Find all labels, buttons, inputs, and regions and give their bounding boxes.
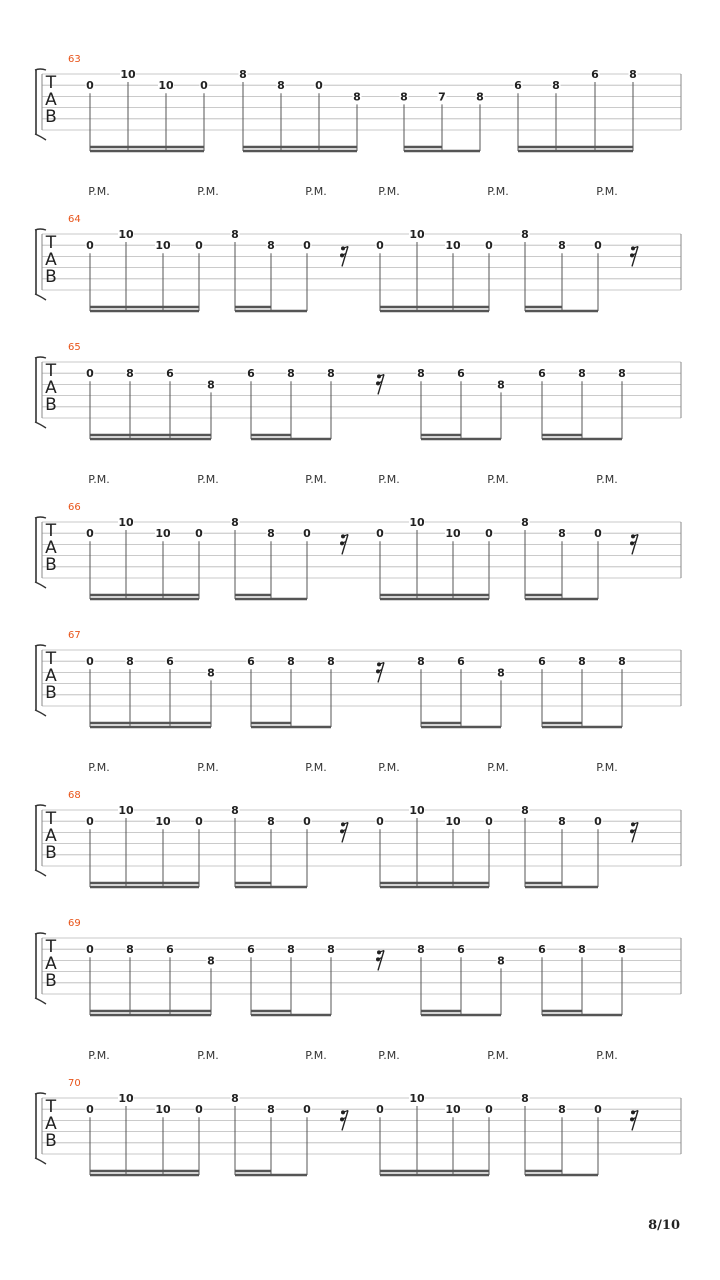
fret-number: 0: [594, 239, 602, 253]
tab-clef-letter: B: [45, 971, 57, 991]
tab-clef-letter: B: [45, 267, 57, 287]
tab-clef-letter: A: [45, 954, 57, 974]
palm-mute-label: P.M.: [197, 761, 219, 774]
palm-mute-label: P.M.: [197, 1049, 219, 1062]
fret-number: 6: [166, 655, 174, 669]
tab-clef-letter: T: [45, 937, 57, 957]
fret-number: 0: [485, 1103, 493, 1117]
fret-number: 6: [166, 367, 174, 381]
fret-number: 8: [417, 943, 425, 957]
tab-clef-letter: A: [45, 826, 57, 846]
tab-system: [35, 342, 681, 439]
tab-system: [35, 761, 681, 887]
fret-number: 8: [231, 1092, 239, 1105]
palm-mute-label: P.M.: [596, 1049, 618, 1062]
fret-number: 8: [618, 943, 626, 957]
fret-number: 8: [476, 90, 484, 104]
palm-mute-label: P.M.: [596, 761, 618, 774]
fret-number: 8: [578, 943, 586, 957]
fret-number: 0: [195, 527, 203, 541]
fret-number: 8: [327, 943, 335, 957]
measure-number: 69: [68, 918, 81, 929]
palm-mute-label: P.M.: [596, 473, 618, 486]
fret-number: 8: [618, 655, 626, 669]
fret-number: 6: [538, 943, 546, 957]
fret-number: 0: [195, 1103, 203, 1117]
fret-number: 8: [417, 655, 425, 669]
palm-mute-label: P.M.: [305, 473, 327, 486]
bracket-bottom-hook: [35, 998, 46, 1004]
fret-number: 0: [86, 527, 94, 541]
tab-clef-letter: B: [45, 107, 57, 127]
measure-number: 66: [68, 502, 81, 513]
tab-clef-letter: T: [45, 809, 57, 829]
fret-number: 10: [409, 228, 425, 241]
fret-number: 0: [303, 527, 311, 541]
fret-number: 0: [594, 815, 602, 829]
fret-number: 10: [445, 527, 461, 541]
tab-clef-letter: B: [45, 843, 57, 863]
fret-number: 0: [594, 527, 602, 541]
fret-number: 8: [558, 527, 566, 541]
palm-mute-label: P.M.: [305, 1049, 327, 1062]
bracket-bottom-hook: [35, 422, 46, 428]
fret-number: 10: [409, 516, 425, 529]
fret-number: 10: [155, 815, 171, 829]
bracket-bottom-hook: [35, 294, 46, 300]
tab-clef-letter: B: [45, 555, 57, 575]
fret-number: 10: [118, 516, 134, 529]
palm-mute-label: P.M.: [487, 185, 509, 198]
measure-number: 64: [68, 214, 81, 225]
fret-number: 7: [438, 90, 446, 104]
tab-clef-letter: B: [45, 395, 57, 415]
fret-number: 10: [409, 804, 425, 817]
tab-clef-letter: B: [45, 683, 57, 703]
fret-number: 6: [457, 655, 465, 669]
bracket-top-hook: [35, 517, 46, 518]
tab-clef-letter: T: [45, 649, 57, 669]
fret-number: 6: [591, 68, 599, 81]
fret-number: 8: [521, 516, 529, 529]
tab-system: [35, 918, 681, 1015]
fret-number: 0: [200, 79, 208, 93]
fret-number: 0: [376, 1103, 384, 1117]
fret-number: 10: [118, 228, 134, 241]
fret-number: 6: [247, 943, 255, 957]
fret-number: 8: [558, 239, 566, 253]
palm-mute-label: P.M.: [88, 473, 110, 486]
fret-number: 10: [120, 68, 136, 81]
tab-clef-letter: A: [45, 1114, 57, 1134]
palm-mute-label: P.M.: [88, 761, 110, 774]
tab-clef-letter: A: [45, 90, 57, 110]
fret-number: 8: [287, 943, 295, 957]
fret-number: 6: [538, 367, 546, 381]
fret-number: 8: [267, 815, 275, 829]
bracket-top-hook: [35, 1093, 46, 1094]
measure-number: 63: [68, 54, 81, 65]
fret-number: 8: [231, 516, 239, 529]
fret-number: 10: [155, 527, 171, 541]
tab-system: [35, 185, 681, 311]
palm-mute-label: P.M.: [378, 473, 400, 486]
bracket-bottom-hook: [35, 582, 46, 588]
fret-number: 10: [155, 1103, 171, 1117]
fret-number: 6: [166, 943, 174, 957]
fret-number: 0: [594, 1103, 602, 1117]
fret-number: 6: [457, 367, 465, 381]
fret-number: 10: [118, 804, 134, 817]
fret-number: 8: [558, 815, 566, 829]
fret-number: 8: [497, 378, 505, 392]
fret-number: 8: [267, 239, 275, 253]
fret-number: 8: [552, 79, 560, 93]
fret-number: 0: [86, 367, 94, 381]
fret-number: 0: [86, 655, 94, 669]
fret-number: 8: [497, 666, 505, 680]
fret-number: 8: [497, 954, 505, 968]
fret-number: 0: [303, 815, 311, 829]
palm-mute-label: P.M.: [378, 761, 400, 774]
fret-number: 6: [538, 655, 546, 669]
bracket-top-hook: [35, 357, 46, 358]
fret-number: 8: [287, 367, 295, 381]
fret-number: 0: [195, 239, 203, 253]
fret-number: 8: [558, 1103, 566, 1117]
bracket-top-hook: [35, 69, 46, 70]
page-indicator: 8/10: [648, 1218, 680, 1233]
tab-clef-letter: T: [45, 361, 57, 381]
palm-mute-label: P.M.: [378, 185, 400, 198]
fret-number: 8: [618, 367, 626, 381]
fret-number: 0: [485, 815, 493, 829]
tab-system: [35, 54, 681, 151]
bracket-top-hook: [35, 805, 46, 806]
tab-clef-letter: T: [45, 73, 57, 93]
fret-number: 0: [86, 815, 94, 829]
palm-mute-label: P.M.: [88, 185, 110, 198]
palm-mute-label: P.M.: [487, 1049, 509, 1062]
fret-number: 0: [303, 1103, 311, 1117]
fret-number: 8: [353, 90, 361, 104]
fret-number: 8: [126, 943, 134, 957]
palm-mute-label: P.M.: [305, 185, 327, 198]
tab-clef-letter: A: [45, 250, 57, 270]
measure-number: 70: [68, 1078, 81, 1089]
palm-mute-label: P.M.: [487, 761, 509, 774]
palm-mute-label: P.M.: [378, 1049, 400, 1062]
fret-number: 0: [376, 239, 384, 253]
fret-number: 8: [400, 90, 408, 104]
fret-number: 10: [409, 1092, 425, 1105]
fret-number: 8: [231, 228, 239, 241]
fret-number: 8: [207, 666, 215, 680]
fret-number: 10: [158, 79, 174, 93]
fret-number: 0: [303, 239, 311, 253]
fret-number: 8: [521, 228, 529, 241]
tab-system: [35, 473, 681, 599]
fret-number: 0: [376, 527, 384, 541]
fret-number: 10: [155, 239, 171, 253]
fret-number: 0: [315, 79, 323, 93]
fret-number: 8: [231, 804, 239, 817]
fret-number: 0: [86, 1103, 94, 1117]
fret-number: 8: [629, 68, 637, 81]
bracket-bottom-hook: [35, 710, 46, 716]
tab-clef-letter: T: [45, 521, 57, 541]
palm-mute-label: P.M.: [596, 185, 618, 198]
fret-number: 8: [327, 655, 335, 669]
fret-number: 0: [485, 239, 493, 253]
fret-number: 8: [277, 79, 285, 93]
fret-number: 8: [207, 378, 215, 392]
fret-number: 0: [195, 815, 203, 829]
palm-mute-label: P.M.: [197, 185, 219, 198]
fret-number: 0: [485, 527, 493, 541]
fret-number: 8: [578, 655, 586, 669]
fret-number: 10: [445, 239, 461, 253]
measure-number: 67: [68, 630, 81, 641]
fret-number: 8: [521, 1092, 529, 1105]
fret-number: 8: [417, 367, 425, 381]
fret-number: 8: [287, 655, 295, 669]
measure-number: 65: [68, 342, 81, 353]
fret-number: 8: [126, 367, 134, 381]
bracket-top-hook: [35, 229, 46, 230]
tab-clef-letter: A: [45, 538, 57, 558]
fret-number: 8: [521, 804, 529, 817]
tab-clef-letter: B: [45, 1131, 57, 1151]
palm-mute-label: P.M.: [197, 473, 219, 486]
fret-number: 0: [376, 815, 384, 829]
fret-number: 10: [118, 1092, 134, 1105]
fret-number: 8: [578, 367, 586, 381]
fret-number: 8: [126, 655, 134, 669]
fret-number: 8: [327, 367, 335, 381]
bracket-bottom-hook: [35, 870, 46, 876]
fret-number: 6: [247, 367, 255, 381]
measure-number: 68: [68, 790, 81, 801]
fret-number: 10: [445, 1103, 461, 1117]
bracket-top-hook: [35, 933, 46, 934]
fret-number: 8: [207, 954, 215, 968]
tab-clef-letter: T: [45, 1097, 57, 1117]
fret-number: 8: [267, 527, 275, 541]
tab-system: [35, 630, 681, 727]
fret-number: 10: [445, 815, 461, 829]
tab-system: [35, 1049, 681, 1175]
fret-number: 0: [86, 79, 94, 93]
bracket-bottom-hook: [35, 1158, 46, 1164]
tab-clef-letter: A: [45, 378, 57, 398]
fret-number: 6: [457, 943, 465, 957]
tab-clef-letter: A: [45, 666, 57, 686]
fret-number: 0: [86, 239, 94, 253]
bracket-top-hook: [35, 645, 46, 646]
fret-number: 6: [247, 655, 255, 669]
fret-number: 8: [239, 68, 247, 81]
palm-mute-label: P.M.: [487, 473, 509, 486]
palm-mute-label: P.M.: [88, 1049, 110, 1062]
tab-clef-letter: T: [45, 233, 57, 253]
fret-number: 8: [267, 1103, 275, 1117]
palm-mute-label: P.M.: [305, 761, 327, 774]
bracket-bottom-hook: [35, 134, 46, 140]
fret-number: 6: [514, 79, 522, 93]
fret-number: 0: [86, 943, 94, 957]
